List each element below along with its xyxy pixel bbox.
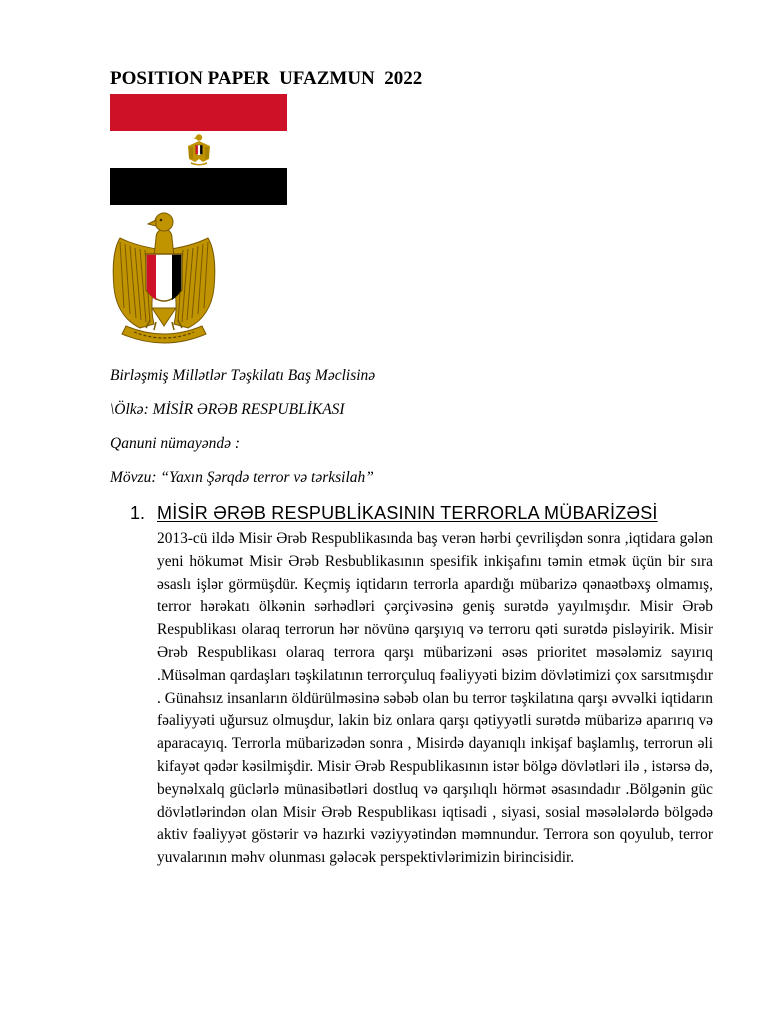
section-1 [130, 503, 720, 870]
flag-red-stripe [110, 94, 287, 131]
section-heading [130, 503, 720, 524]
section-number: 1. [130, 503, 146, 523]
section-body: 2013-cü ildə Misir Ərəb Respublikasında baş verən hərbi çevrilişdən sonra ,iqtidara gələn yeni hökumət Misir Ərəb Resbublikasının spesifik inkişafını təmin etmək üçün bir sıra əsaslı işlər görmüşdür. Keçmiş iqtidarın terrorla apardığı mübarizə qənaətbəxş olmamış, terror hərəkatı ölkənin sərhədləri çərçivəsinə geniş surətdə yayılmışdır. Misir Ərəb Respublikası olaraq terrorun hər növünə qarşıyıq və terroru qəti surətdə pisləyirik. Misir Ərəb Respublikası olaraq terrora qarşı mübarizəni əsəs prioritet məsələmiz sayırıq .Müsəlman qardaşları təşkilatının terrorçuluq fəaliyyəti bizim dövlətimizi çox sarsıtmışdır . Günahsız insanların öldürülməsinə səbəb olan bu terror təşkilatına qarşı əvvəlki iqtidarın fəaliyyəti uğursuz olmuşdur, lakin biz onlara qarşı qətiyyətli surətdə mübarizə aparırıq və aparacayıq. Terrorla mübarizədən sonra , Misirdə dayanıqlı inkişaf başlamlış, terrorun əli kifayət qədər kəsilmişdir. Misir Ərəb Respublikasının istər bölgə dövlətləri ilə , istərsə də, beynəlxalq güclərlə münasibətləri dostluq və qarşılıqlı hörmət əsasındadır .Bölgənin güc dövlətlərindən olan Misir Ərəb Respublikası iqtisadi , siyasi, sosial məsələlərdə bölgədə aktiv fəaliyyət göstərir və hazırki vəziyyətindən məmnundur. Terrora son qoyulub, terror yuvalarının məhv olunması gələcək perspektivlərimizin birincisidir. [157, 530, 713, 867]
flag-eagle-icon [184, 132, 214, 166]
delegate-line: Qanuni nümayəndə : [110, 435, 240, 452]
flag-black-stripe [110, 168, 287, 205]
document-title: POSITION PAPER UFAZMUN 2022 [110, 68, 423, 89]
egypt-flag-image [110, 94, 287, 205]
section-title: MİSİR ƏRƏB RESPUBLİKASININ TERRORLA MÜBARİZƏSİ [157, 503, 658, 523]
egypt-coat-of-arms-image [110, 208, 218, 348]
country-line: \Ölkə: MİSİR ƏRƏB RESPUBLİKASI [110, 401, 345, 418]
committee-line: Birləşmiş Millətlər Təşkilatı Baş Məclisinə [110, 367, 376, 384]
topic-line: Mövzu: “Yaxın Şərqdə terror və tərksilah” [110, 469, 374, 486]
